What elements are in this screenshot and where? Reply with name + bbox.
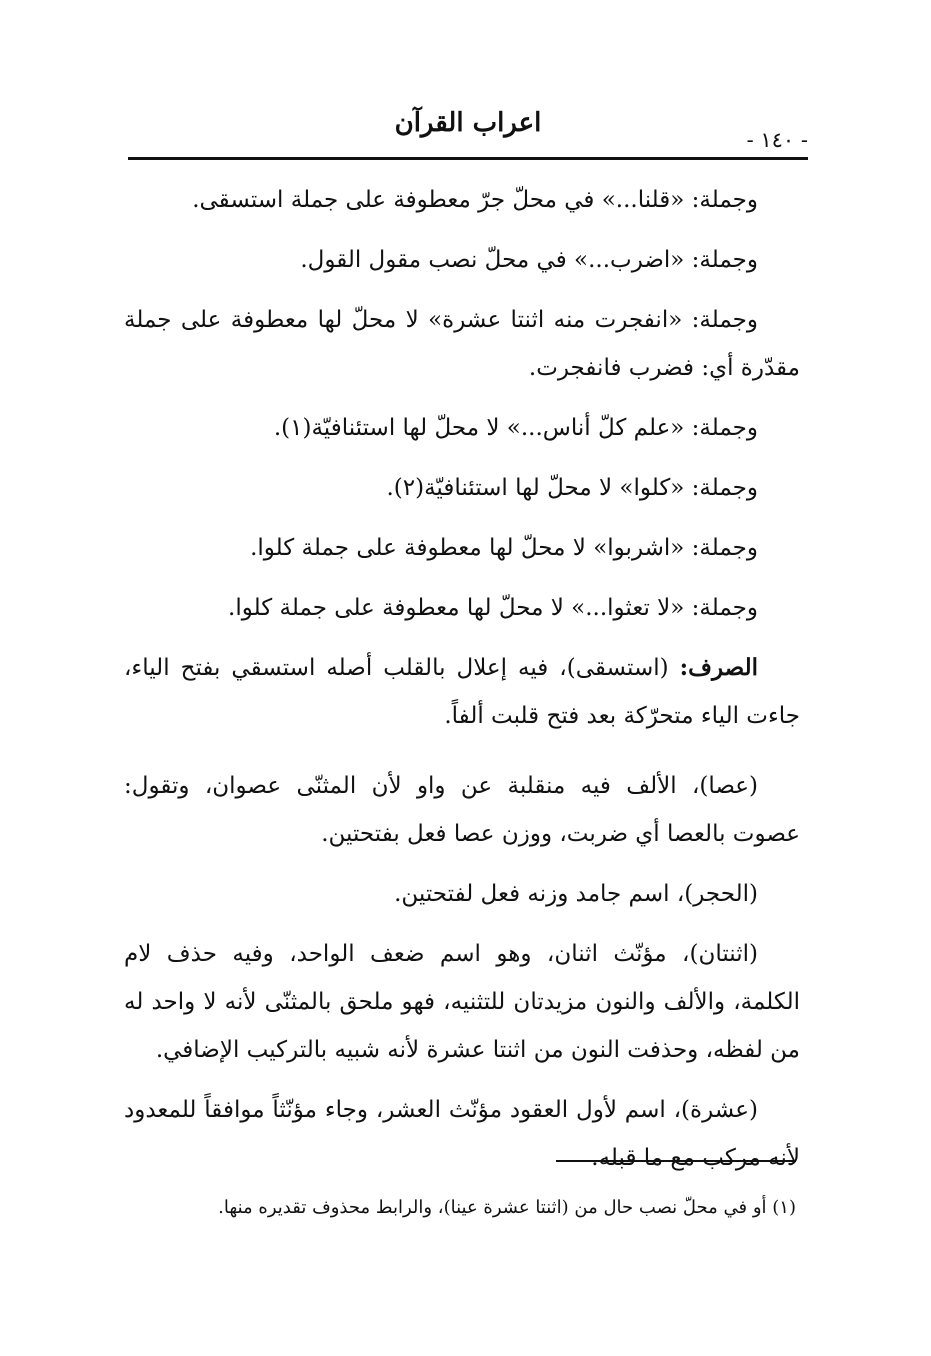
- footnote-rule: [556, 1160, 796, 1162]
- morphology-note-ashara: (عشرة)، اسم لأول العقود مؤنّث العشر، وجاء مؤنّثاً موافقاً للمعدود لأنه مركب مع ما قبله.: [124, 1097, 800, 1171]
- footnote: (١) أو في محلّ نصب حال من (اثنتا عشرة عينا)، والرابط محذوف تقديره منها.: [218, 1197, 796, 1218]
- irab-sentence-2: وجملة: «اضرب...» في محلّ نصب مقول القول.: [300, 247, 758, 273]
- sarf-heading: الصرف:: [679, 654, 758, 681]
- running-title: اعراب القرآن: [394, 108, 542, 138]
- sarf-paragraph: [124, 644, 800, 740]
- sarf-text: (استسقى)، فيه إعلال بالقلب أصله استسقي بفتح الياء، جاءت الياء متحرّكة بعد فتح قلبت ألفاً.: [124, 655, 800, 729]
- body-text: [124, 176, 800, 1194]
- irab-sentence-1: وجملة: «قلنا...» في محلّ جرّ معطوفة على جملة استسقى.: [192, 187, 758, 213]
- morphology-note-asa: (عصا)، الألف فيه منقلبة عن واو لأن المثنّى عصوان، وتقول: عصوت بالعصا أي ضربت، ووزن عصا فعل بفتحتين.: [124, 773, 800, 847]
- page-number: - ١٤٠ -: [746, 128, 808, 152]
- morphology-note-hajar: (الحجر)، اسم جامد وزنه فعل لفتحتين.: [394, 881, 758, 907]
- irab-sentence-5: وجملة: «كلوا» لا محلّ لها استئنافيّة(٢).: [386, 475, 758, 501]
- header-rule: [128, 157, 808, 160]
- irab-sentence-3: وجملة: «انفجرت منه اثنتا عشرة» لا محلّ لها معطوفة على جملة مقدّرة أي: فضرب فانفجرت.: [124, 307, 800, 381]
- irab-sentence-6: وجملة: «اشربوا» لا محلّ لها معطوفة على جملة كلوا.: [250, 535, 758, 561]
- irab-sentence-4: وجملة: «علم كلّ أناس...» لا محلّ لها استئنافيّة(١).: [273, 415, 758, 441]
- irab-sentence-7: وجملة: «لا تعثوا...» لا محلّ لها معطوفة على جملة كلوا.: [228, 595, 758, 621]
- page-header: [128, 108, 808, 160]
- morphology-note-ithnatan: (اثنتان)، مؤنّث اثنان، وهو اسم ضعف الواحد، وفيه حذف لام الكلمة، والألف والنون مزيدتان للتثنيه، فهو ملحق بالمثنّى لأنه لا واحد له من لفظه، وحذفت النون من اثنتا عشرة لأنه شبيه بالتركيب الإضافي.: [124, 941, 800, 1063]
